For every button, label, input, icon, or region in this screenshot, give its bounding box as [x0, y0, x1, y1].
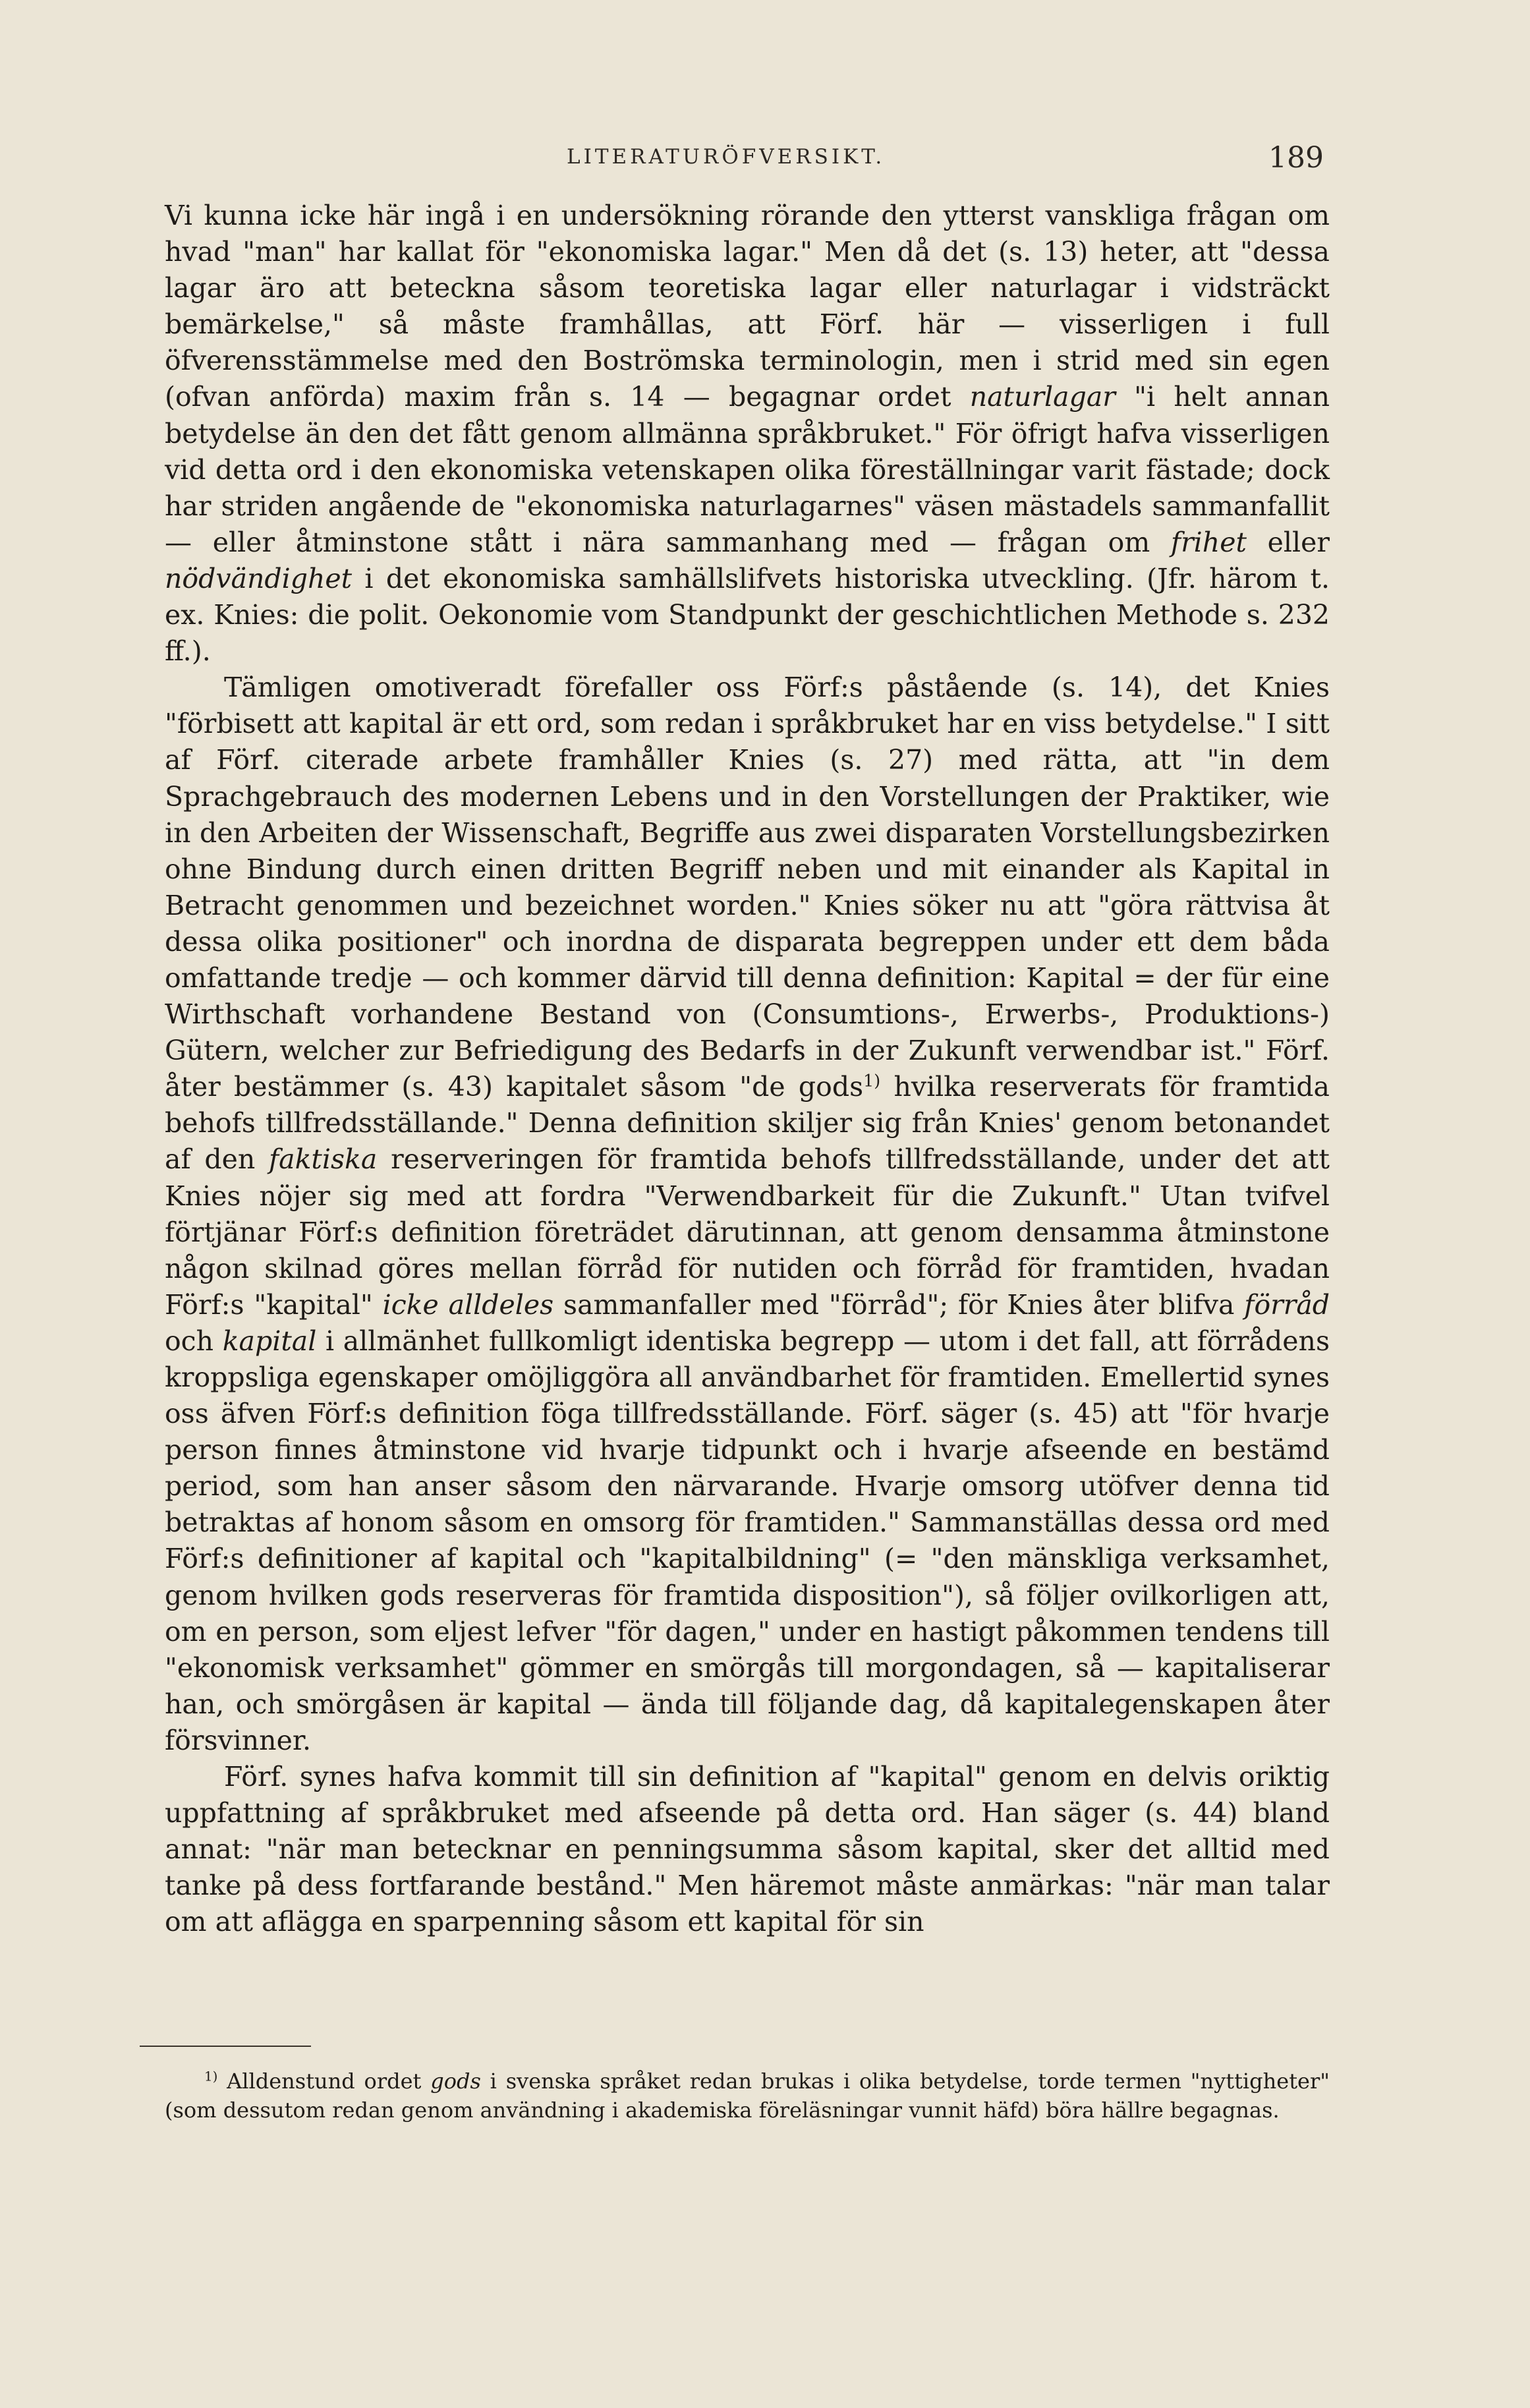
- emphasis-text: frihet: [1170, 526, 1247, 558]
- text-run: eller: [1246, 526, 1330, 558]
- page-header: [0, 141, 1530, 185]
- text-run: hvilka reserverats för framtida behofs tillfredsställande." Denna definition skiljer sig från Knies' genom betonandet af den: [165, 1071, 1330, 1176]
- emphasis-text: faktiska: [268, 1143, 378, 1176]
- text-run: i svenska språket redan brukas i olika betydelse, torde termen "nyttigheter" (som dessutom redan genom användning i akademiska föreläsningar vunnit häfd) böra hällre begagnas.: [165, 2069, 1330, 2123]
- text-run: i det ekonomiska samhällslifvets historiska utveckling. (Jfr. härom t. ex. Knies: die polit. Oekonomie vom Standpunkt der geschichtlichen Methode s. 232 ff.).: [165, 562, 1330, 668]
- footnote-marker: 1): [204, 2069, 218, 2084]
- text-run: Förf. synes hafva kommit till sin definition af "kapital" genom en delvis oriktig uppfattning af språkbruket med afseende på detta ord. Han säger (s. 44) bland annat: "när man betecknar en penningsumma såsom kapital, sker det alltid med tanke på dess fortfarande bestånd." Men häremot måste anmärkas: "när man talar om att aflägga en sparpenning såsom ett kapital för sin: [165, 1761, 1330, 1938]
- footnote-divider: [140, 2046, 311, 2047]
- body-text: [165, 198, 1330, 1941]
- text-run: och: [165, 1325, 223, 1357]
- footnote-marker: 1): [863, 1070, 881, 1091]
- running-title: LITERATURÖFVERSIKT.: [567, 145, 886, 169]
- text-run: "i helt annan betydelse än den det fått genom allmänna språkbruket." För öfrigt hafva visserligen vid detta ord i den ekonomiska vetenskapen olika föreställningar varit fästade; dock har striden angående de "ekonomiska naturlagarnes" väsen mästadels sammanfallit — eller åtminstone stått i nära sammanhang med — frågan om: [165, 381, 1330, 558]
- emphasis-text: kapital: [222, 1325, 317, 1357]
- text-run: Vi kunna icke här ingå i en undersökning rörande den ytterst vanskliga frågan om hvad "man" har kallat för "ekonomiska lagar." Men då det (s. 13) heter, att "dessa lagar äro att beteckna såsom teoretiska lagar eller naturlagar i vidsträckt bemärkelse," så måste framhållas, att Förf. här — visserligen i full öfverensstämmelse med den Boströmska terminologin, men i strid med sin egen (ofvan anförda) maxim från s. 14 — begagnar ordet: [165, 200, 1330, 413]
- paragraph: [165, 1759, 1330, 1940]
- text-run: Alldenstund ordet: [217, 2069, 431, 2094]
- paragraph: [165, 670, 1330, 1759]
- emphasis-text: förråd: [1244, 1288, 1330, 1321]
- footnote: [165, 2067, 1330, 2125]
- text-run: Tämligen omotiveradt förefaller oss Förf:s påstående (s. 14), det Knies "förbisett att kapital är ett ord, som redan i språkbruket har en viss betydelse." I sitt af Förf. citerade arbete framhåller Knies (s. 27) med rätta, att "in dem Sprachgebrauch des modernen Lebens und in den Vorstellungen der Praktiker, wie in den Arbeiten der Wissenschaft, Begriffe aus zwei disparaten Vorstellungsbezirken ohne Bindung durch einen dritten Begriff neben und mit einander als Kapital in Betracht genommen und bezeichnet worden." Knies söker nu att "göra rättvisa åt dessa olika positioner" och inordna de disparata begreppen under ett dem båda omfattande tredje — och kommer därvid till denna definition: Kapital = der für eine Wirthschaft vorhandene Bestand von (Consumtions-, Erwerbs-, Produktions-) Gütern, welcher zur Befriedigung des Bedarfs in der Zukunft verwendbar ist." Förf. åter bestämmer (s. 43) kapitalet såsom "de gods: [165, 672, 1330, 1103]
- text-run: reserveringen för framtida behofs tillfredsställande, under det att Knies nöjer sig med att fordra "Verwendbarkeit für die Zukunft." Utan tvifvel förtjänar Förf:s definition företrädet därutinnan, att genom densamma åtminstone någon skilnad göres mellan förråd för nutiden och förråd för framtiden, hvadan Förf:s "kapital": [165, 1143, 1330, 1321]
- emphasis-text: naturlagar: [969, 381, 1116, 413]
- emphasis-text: gods: [430, 2069, 481, 2094]
- emphasis-text: nödvändighet: [165, 562, 353, 594]
- paragraph: [165, 198, 1330, 670]
- page-number: 189: [1268, 141, 1324, 175]
- text-run: sammanfaller med "förråd"; för Knies åter blifva: [553, 1288, 1245, 1321]
- emphasis-text: icke alldeles: [382, 1288, 554, 1321]
- text-run: i allmänhet fullkomligt identiska begrepp — utom i det fall, att förrådens kroppsliga egenskaper omöjliggöra all användbarhet för framtiden. Emellertid synes oss äfven Förf:s definition föga tillfredsställande. Förf. säger (s. 45) att "för hvarje person finnes åtminstone vid hvarje tidpunkt och i hvarje afseende en bestämd period, som han anser såsom den närvarande. Hvarje omsorg utöfver denna tid betraktas af honom såsom en omsorg för framtiden." Sammanställas dessa ord med Förf:s definitioner af kapital och "kapitalbildning" (= "den mänskliga verksamhet, genom hvilken gods reserveras för framtida disposition"), så följer ovilkorligen att, om en person, som eljest lefver "för dagen," under en hastigt påkommen tendens till "ekonomisk verksamhet" gömmer en smörgås till morgondagen, så — kapitaliserar han, och smörgåsen är kapital — ända till följande dag, då kapitalegenskapen åter försvinner.: [165, 1325, 1330, 1756]
